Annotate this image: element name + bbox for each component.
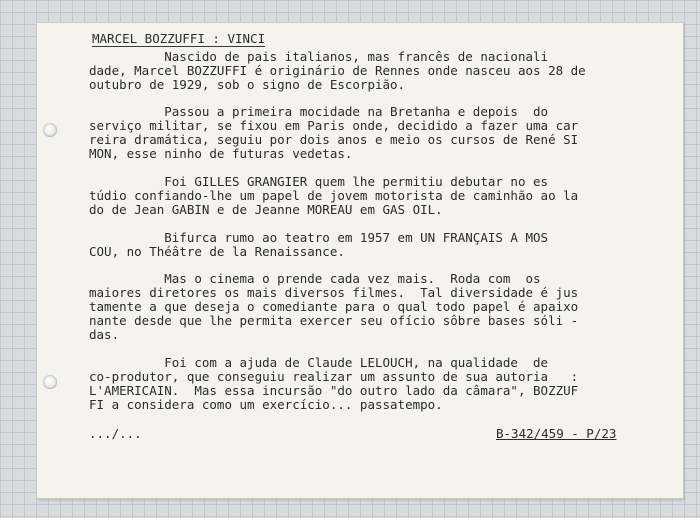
text-line: COU, no Théâtre de la Renaissance.	[89, 244, 345, 259]
continuation-mark: .../...	[89, 426, 142, 441]
binder-hole	[43, 375, 57, 389]
document-page	[37, 23, 683, 498]
document-reference: B-342/459 - P/23	[496, 426, 617, 441]
text-line: nante desde que lhe permita exercer seu ofício sôbre bases sóli -	[89, 313, 579, 328]
text-line: tamente a que deseja o comediante para o qual todo papel é apaixo	[89, 299, 579, 314]
text-line: Passou a primeira mocidade na Bretanha e depois do	[89, 104, 549, 119]
text-line: Nascido de pais italianos, mas francês de nacionali	[89, 49, 549, 64]
text-line: dade, Marcel BOZZUFFI é originário de Rennes onde nasceu aos 28 de	[89, 63, 586, 78]
binder-hole	[43, 123, 57, 137]
text-line: das.	[89, 327, 120, 342]
text-line: serviço militar, se fixou em Paris onde, decidido a fazer uma car	[89, 118, 579, 133]
text-line: L'AMERICAIN. Mas essa incursão "do outro lado da câmara", BOZZUF	[89, 383, 579, 398]
text-line: Bifurca rumo ao teatro em 1957 em UN FRANÇAIS A MOS	[89, 230, 549, 245]
text-line: outubro de 1929, sob o signo de Escorpião.	[89, 77, 406, 92]
text-line: túdio confiando-lhe um papel de jovem motorista de caminhão ao la	[89, 188, 579, 203]
text-line: Mas o cinema o prende cada vez mais. Roda com os	[89, 271, 541, 286]
text-line: FI a considera como um exercício... passatempo.	[89, 397, 443, 412]
text-line: reira dramática, seguiu por dois anos e meio os cursos de René SI	[89, 132, 579, 147]
text-line: do de Jean GABIN e de Jeanne MOREAU em GAS OIL.	[89, 202, 443, 217]
document-title: MARCEL BOZZUFFI : VINCI	[92, 31, 266, 46]
text-line: Foi com a ajuda de Claude LELOUCH, na qualidade de	[89, 355, 549, 370]
text-line: Foi GILLES GRANGIER quem lhe permitiu debutar no es	[89, 174, 549, 189]
text-line: MON, esse ninho de futuras vedetas.	[89, 146, 353, 161]
text-line: co-produtor, que conseguiu realizar um assunto de sua autoria :	[89, 369, 579, 384]
text-line: maiores diretores os mais diversos filmes. Tal diversidade é jus	[89, 285, 579, 300]
